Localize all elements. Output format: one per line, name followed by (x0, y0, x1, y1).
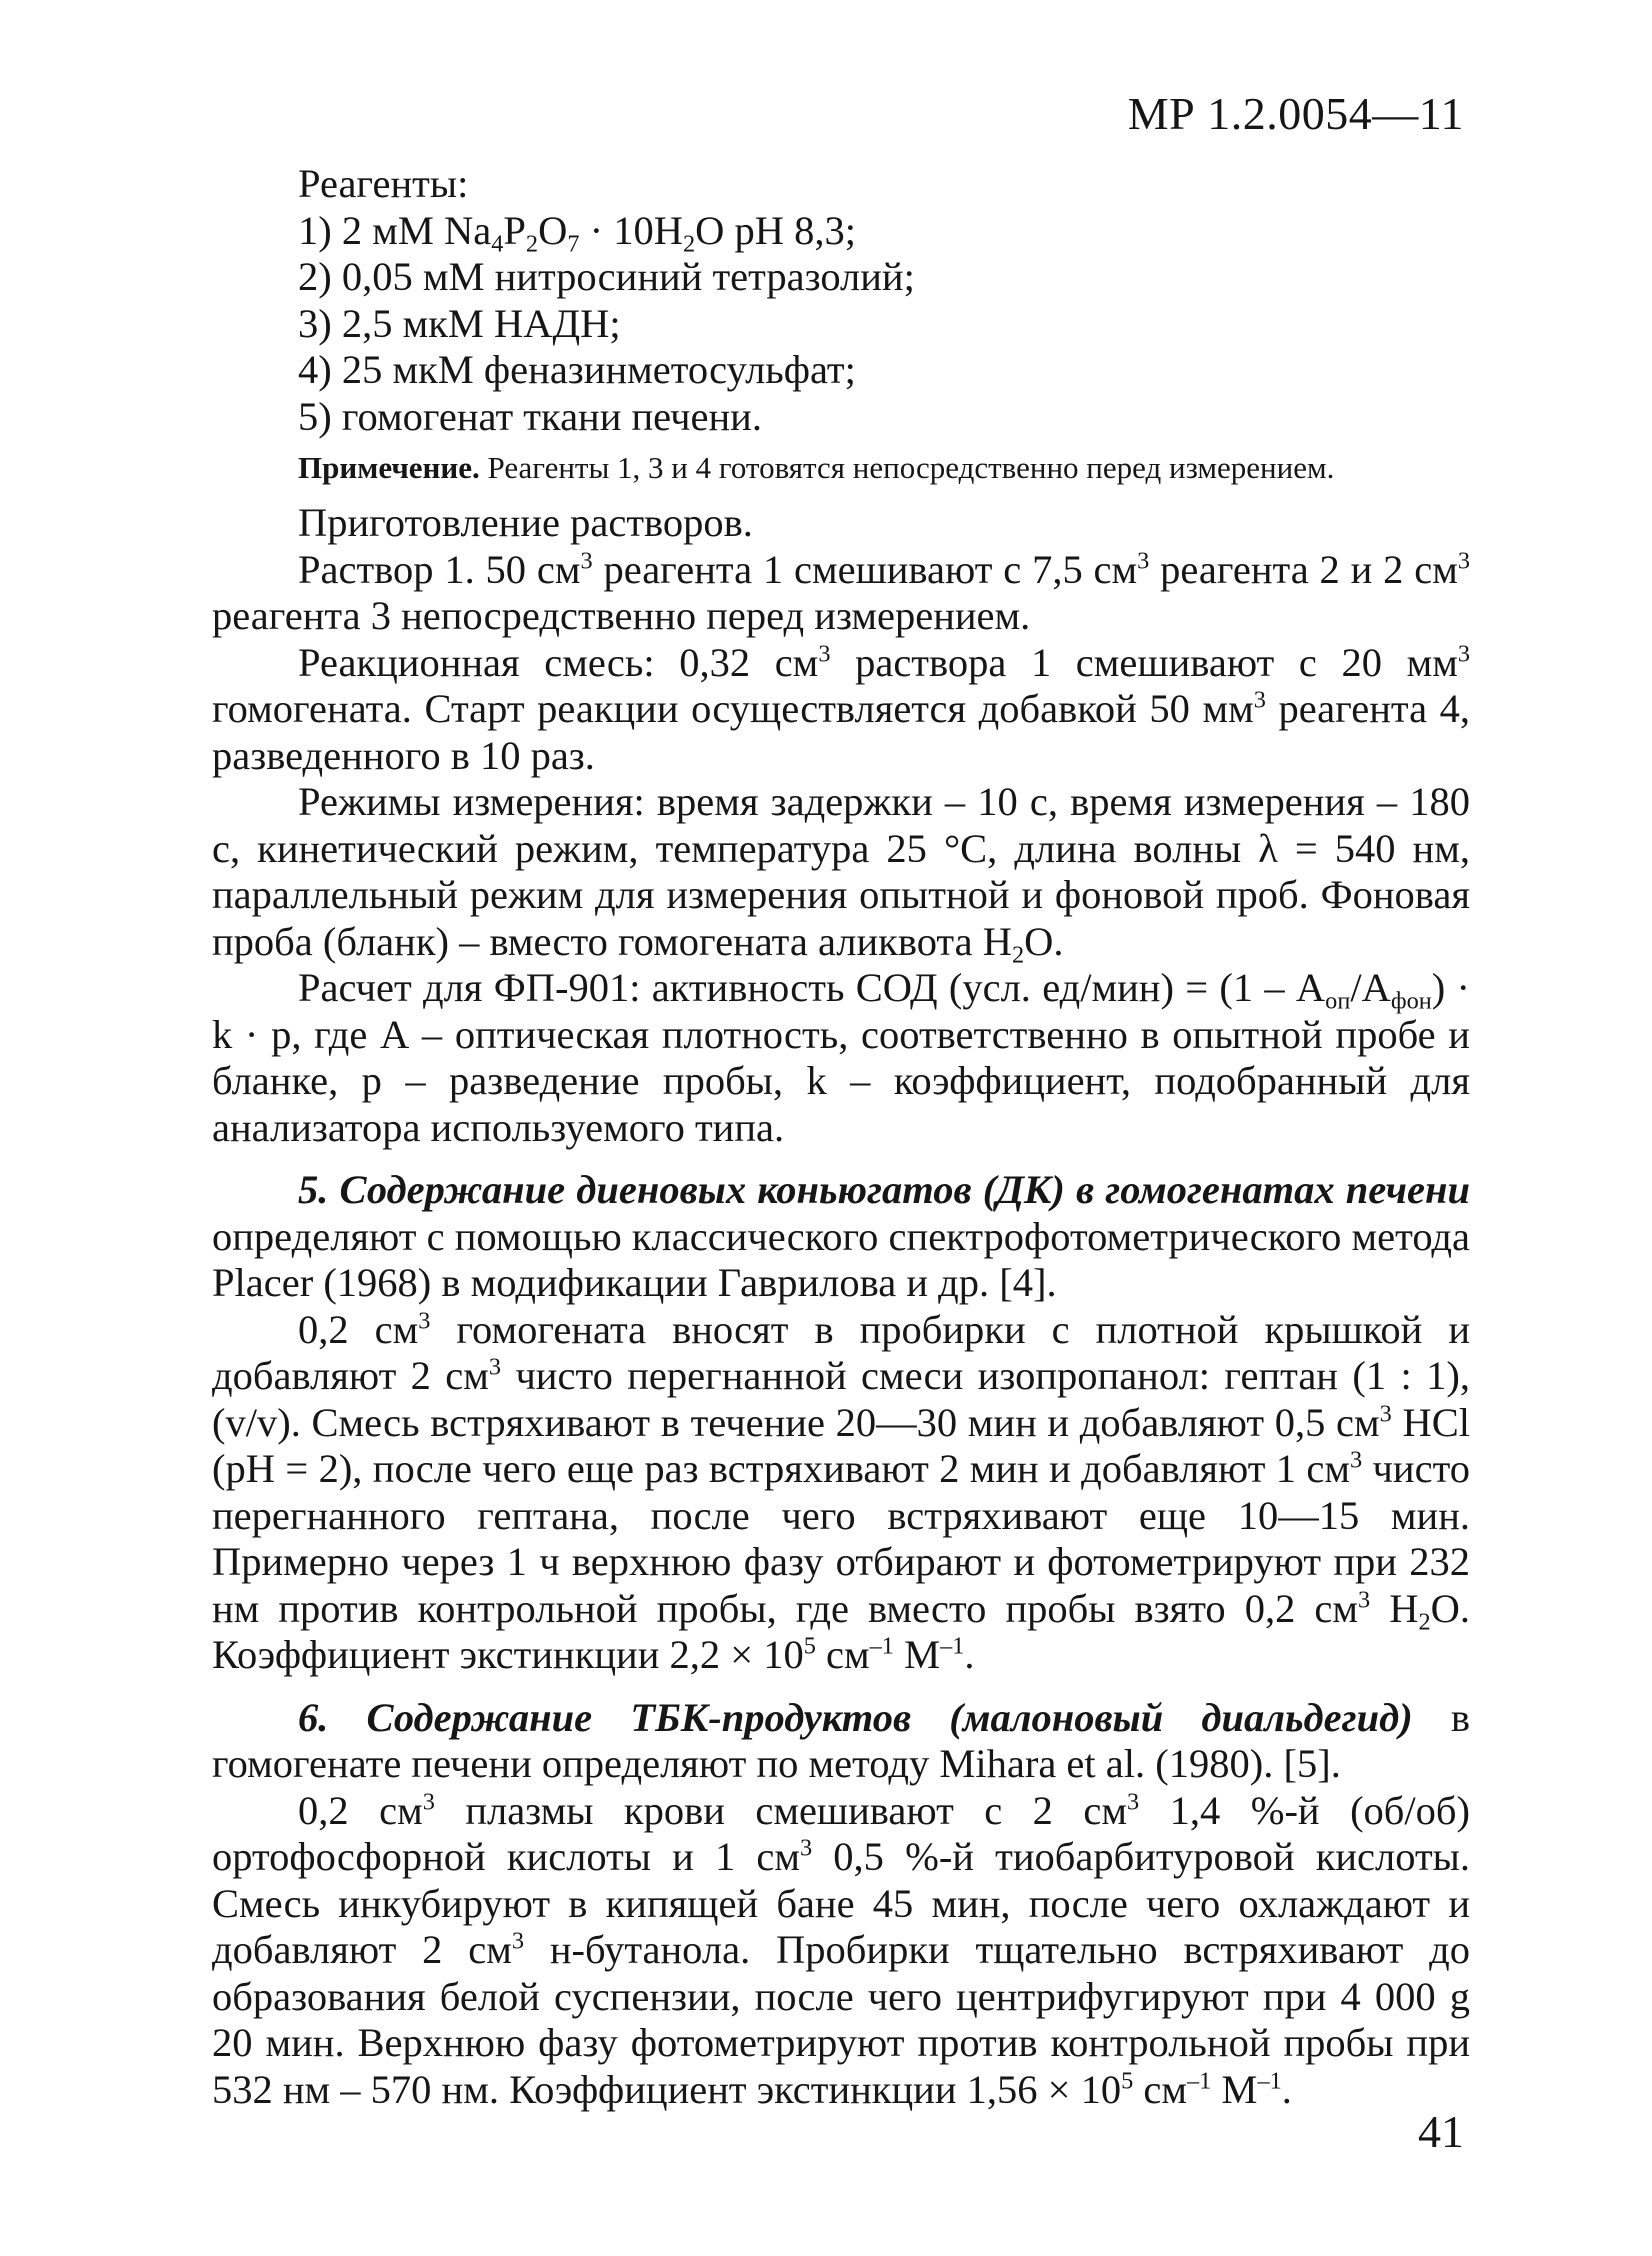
section-5-paragraph: 0,2 $см^3$ гомогената вносят в пробирки с плотной крышкой и добавляют 2 $см^3$ чисто перегнанной смеси изопропанол: гептан (1 : 1), (v/v). Смесь встряхивают в течение 20—30 мин и добавляют 0,5 $см^3$ HCl (pH = 2), после чего еще раз встряхивают 2 мин и добавляют 1 $см^3$ чисто перегнанного гептана, после чего встряхивают еще 10—15 мин. Примерно через 1 ч верхнюю фазу отбирают и фотометрируют при 232 нм против контрольной пробы, где вместо пробы взято 0,2 $см^3$ $H_2O$. Коэффициент экстинкции $2,2 \times 10^5$ $см^{-1}$ $M^{-1}$. (212, 1306, 1471, 1677)
reagent-item-4: 4) 25 мкМ феназинметосульфат; (298, 347, 856, 392)
reagent-item-5: 5) гомогенат ткани печени. (298, 393, 762, 439)
document-code: МР 1.2.0054—11 (1127, 88, 1464, 139)
page-body (212, 161, 1470, 2113)
note-label: Примечение. (298, 450, 480, 485)
prep-paragraph-2: Реакционная смесь: 0,32 $см^3$ раствора 1 смешивают с 20 $мм^3$ гомогената. Старт реакции осуществляется добавкой 50 $мм^3$ реагента 4, разведенного в 10 раз. (212, 639, 1471, 778)
reagents-note: Примечение. Реагенты 1, 3 и 4 готовятся непосредственно перед измерением. (298, 450, 1335, 485)
reagent-item-2: 2) 0,05 мМ нитросиний тетразолий; (298, 254, 915, 299)
reagent-item-1: 1) 2 мМ $Na_4P_2O_7 \cdot 10H_2O$ pH 8,3; (298, 207, 857, 257)
reagents-title: Реагенты: (298, 161, 469, 206)
prep-title: Приготовление растворов. (298, 500, 753, 545)
page-number: 41 (1418, 2106, 1464, 2157)
reagent-item-3: 3) 2,5 мкМ НАДН; (298, 300, 621, 346)
section-5-heading: 5. Содержание диеновых коньюгатов (ДК) в гомогенатах печени (298, 1167, 1470, 1212)
section-5-intro: 5. Содержание диеновых коньюгатов (ДК) в гомогенатах печени определяют с помощью классического спектрофотометрического метода Placer (1968) в модификации Гаврилова и др. [4]. (212, 1167, 1470, 1305)
section-6-heading: 6. Содержание ТБК-продуктов (малоновый диальдегид) (298, 1694, 1413, 1740)
section-6-intro: 6. Содержание ТБК-продуктов (малоновый диальдегид) в гомогенате печени определяют по методу Mihara et al. (1980). [5]. (212, 1694, 1470, 1786)
section-6-paragraph: 0,2 $см^3$ плазмы крови смешивают с 2 $см^3$ 1,4 %-й (об/об) ортофосфорной кислоты и 1 $см^3$ 0,5 %-й тиобарбитуровой кислоты. Смесь инкубируют в кипящей бане 45 мин, после чего охлаждают и добавляют 2 $см^3$ н-бутанола. Пробирки тщательно встряхивают до образования белой суспензии, после чего центрифугируют при 4 000 g 20 мин. Верхнюю фазу фотометрируют против контрольной пробы при 532 нм – 570 нм. Коэффициент экстинкции $1,56 \times 10^5$ $см^{-1}$ $M^{-1}$. (212, 1787, 1471, 2112)
prep-paragraph-3: Режимы измерения: время задержки – 10 с, время измерения – 180 с, кинетический режим, температура 25 °С, длина волны λ = 540 нм, параллельный режим для измерения опытной и фоновой проб. Фоновая проба (бланк) – вместо гомогената аликвота $H_2O$. (212, 779, 1470, 968)
prep-paragraph-4: Расчет для ФП-901: активность СОД (усл. $ед/мин) = (1 - A_{оп}/A_{фон}) \cdot k \cdot p$, где А – оптическая плотность, соответственно в опытной пробе и бланке, p – разведение пробы, k – коэффициент, подобранный для анализатора используемого типа. (212, 965, 1470, 1150)
prep-paragraph-1: Раствор 1. 50 $см^3$ реагента 1 смешивают с 7,5 $см^3$ реагента 2 и 2 $см^3$ реагента 3 непосредственно перед измерением. (212, 546, 1470, 638)
